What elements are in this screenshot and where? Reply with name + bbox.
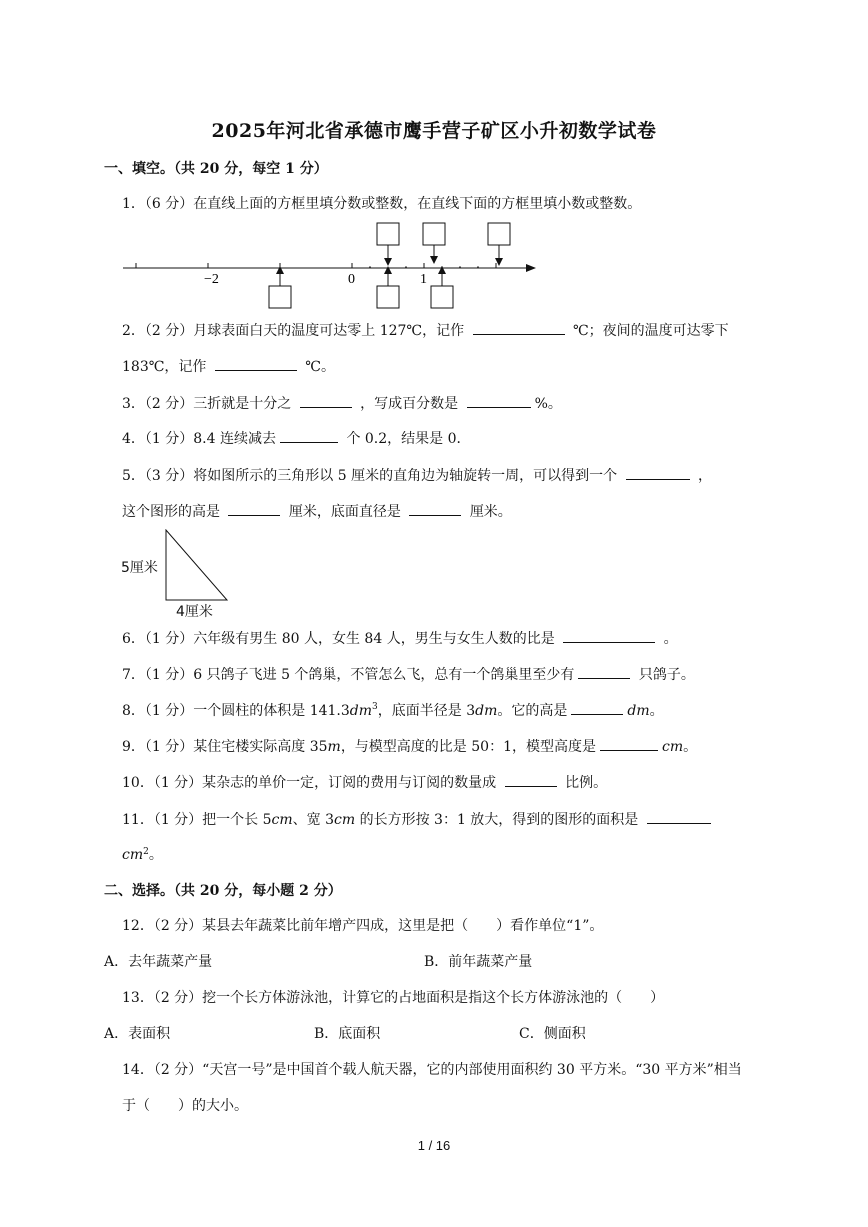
answer-blank[interactable] xyxy=(215,356,297,371)
section-fill-in: 一、填空。（共 20 分，每空 1 分） xyxy=(104,161,328,177)
question-5-line-2: 这个图形的高是 厘米，底面直径是 厘米。 xyxy=(122,501,512,522)
question-12-option-b[interactable]: B．前年蔬菜产量 xyxy=(424,954,533,970)
answer-blank[interactable] xyxy=(409,501,461,516)
question-13: 13．（2 分）挖一个长方体游泳池，计算它的占地面积是指这个长方体游泳池的（ ） xyxy=(122,990,665,1006)
question-14-line-2: 于（ ）的大小。 xyxy=(122,1098,248,1114)
section-multiple-choice: 二、选择。（共 20 分，每小题 2 分） xyxy=(104,883,342,899)
answer-blank[interactable] xyxy=(647,809,711,824)
question-8: 8．（1 分）一个圆柱的体积是 $141.3dm^3$，底面半径是 3dm。它的高是 dm。 xyxy=(122,702,664,719)
question-1: 1．（6 分）在直线上面的方框里填分数或整数，在直线下面的方框里填小数或整数。 xyxy=(122,196,642,212)
answer-blank[interactable] xyxy=(626,465,690,480)
triangle-figure xyxy=(164,529,234,603)
answer-blank[interactable] xyxy=(600,736,658,751)
question-12-option-a[interactable]: A．去年蔬菜产量 xyxy=(104,954,213,970)
answer-blank[interactable] xyxy=(473,320,565,335)
question-9: 9．（1 分）某住宅楼实际高度 35m，与模型高度的比是 50：1，模型高度是 cm。 xyxy=(122,736,697,757)
answer-blank[interactable] xyxy=(563,628,655,643)
answer-blank[interactable] xyxy=(280,428,338,443)
triangle-height-label: 5厘米 xyxy=(121,560,158,576)
page-title: 2025年河北省承德市鹰手营子矿区小升初数学试卷 xyxy=(211,120,657,142)
answer-box-upper-3 xyxy=(488,223,510,245)
answer-box-lower-2 xyxy=(377,286,399,308)
answer-blank[interactable] xyxy=(571,700,623,715)
question-7: 7．（1 分）6 只鸽子飞进 5 个鸽巢，不管怎么飞，总有一个鸽巢里至少有 只鸽子。 xyxy=(122,664,695,685)
answer-blank[interactable] xyxy=(467,393,531,408)
tick-label-0: 0 xyxy=(348,272,355,287)
question-13-option-a[interactable]: A．表面积 xyxy=(104,1026,171,1042)
answer-box-upper-2 xyxy=(423,223,445,245)
page-number: 1 / 16 xyxy=(417,1138,451,1153)
question-12: 12．（2 分）某县去年蔬菜比前年增产四成，这里是把（ ）看作单位“1”。 xyxy=(122,918,604,934)
answer-box-lower-3 xyxy=(431,286,453,308)
triangle-base-label: 4厘米 xyxy=(176,604,213,620)
tick-label-neg2: −2 xyxy=(204,272,219,287)
answer-blank[interactable] xyxy=(578,664,630,679)
question-4: 4．（1 分）8.4 连续减去 个 0.2，结果是 0． xyxy=(122,428,471,449)
answer-blank[interactable] xyxy=(505,772,557,787)
question-14-line-1: 14．（2 分）“天宫一号”是中国首个载人航天器，它的内部使用面积约 30 平方米。“30 平方米”相当 xyxy=(122,1062,742,1078)
question-2-line-1: 2．（2 分）月球表面白天的温度可达零上 127℃，记作 ℃；夜间的温度可达零下 xyxy=(122,320,729,341)
answer-blank[interactable] xyxy=(228,501,280,516)
question-11-line-1: 11．（1 分）把一个长 5cm、宽 3cm 的长方形按 3：1 放大，得到的图形的面积是 xyxy=(122,809,715,830)
question-13-option-c[interactable]: C．侧面积 xyxy=(519,1026,586,1042)
question-2-line-2: 183℃，记作 ℃。 xyxy=(122,356,335,377)
answer-blank[interactable] xyxy=(300,393,352,408)
question-5-line-1: 5．（3 分）将如图所示的三角形以 5 厘米的直角边为轴旋转一周，可以得到一个 ， xyxy=(122,465,712,486)
number-line-figure xyxy=(118,220,538,312)
question-10: 10．（1 分）某杂志的单价一定，订阅的费用与订阅的数量成 比例。 xyxy=(122,772,607,793)
answer-box-lower-1 xyxy=(269,286,291,308)
tick-label-1: 1 xyxy=(420,272,427,287)
question-6: 6．（1 分）六年级有男生 80 人，女生 84 人，男生与女生人数的比是 。 xyxy=(122,628,678,649)
question-13-option-b[interactable]: B．底面积 xyxy=(314,1026,381,1042)
answer-box-upper-1 xyxy=(377,223,399,245)
question-11-line-2: $cm^2$。 xyxy=(122,847,163,863)
question-3: 3．（2 分）三折就是十分之 ，写成百分数是 %。 xyxy=(122,393,562,414)
